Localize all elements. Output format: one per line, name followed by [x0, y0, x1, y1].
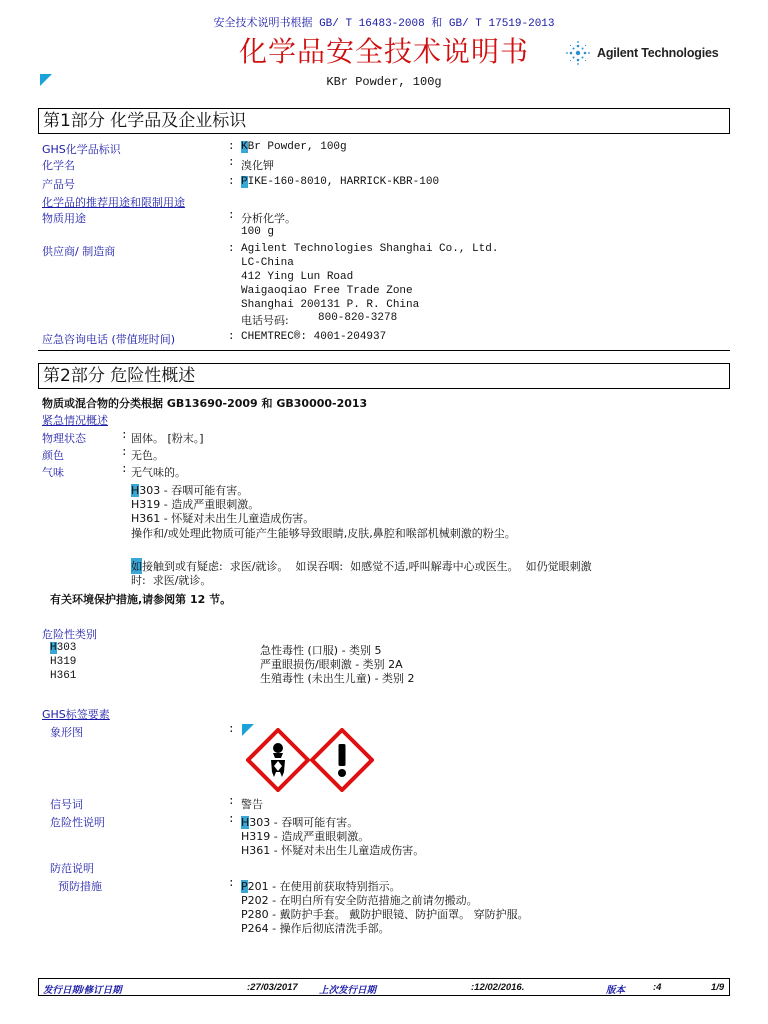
highlight-mark: K	[241, 141, 248, 153]
colon: :	[228, 210, 235, 222]
agilent-logo	[565, 40, 718, 66]
colon: :	[228, 157, 235, 169]
ghs-id-value-text: Br Powder, 100g	[247, 141, 347, 153]
exclamation-mark-icon	[312, 730, 372, 790]
hs-h303-text: 303 - 吞咽可能有害。	[249, 816, 359, 829]
ghs-id-label: GHS化学品标识	[42, 143, 121, 156]
phone-label: 电话号码:	[241, 314, 289, 327]
footer-bar	[38, 978, 730, 996]
highlight-mark: H	[131, 484, 140, 497]
class-code	[50, 642, 76, 654]
colon: :	[228, 141, 235, 153]
p264: P264 - 操作后彻底清洗手部。	[241, 922, 390, 935]
p280: P280 - 戴防护手套。 戴防护眼镜、防护面罩。 穿防护服。	[241, 908, 529, 921]
prevention-label: 预防措施	[58, 880, 102, 893]
class-code: H361	[50, 670, 77, 682]
version-label: 版本	[606, 985, 626, 996]
health-hazard-icon	[248, 730, 308, 790]
supplier-line: Shanghai 200131 P. R. China	[241, 299, 420, 311]
colon: :	[228, 176, 235, 188]
product-no-label: 产品号	[42, 178, 75, 191]
divider	[38, 350, 730, 351]
hs-h319: H319 - 造成严重眼刺激。	[241, 830, 370, 843]
issue-date-label: 发行日期/修订日期	[43, 985, 122, 996]
product-no-value-text: IKE-160-8010, HARRICK-KBR-100	[247, 176, 440, 188]
ghs-pictograms	[246, 728, 374, 792]
colon: :	[228, 724, 235, 736]
environment-note: 有关环境保护措施,请参阅第 12 节。	[50, 593, 232, 606]
section1-title: 第1部分 化学品及企业标识	[38, 108, 730, 134]
product-name: KBr Powder, 100g	[326, 75, 442, 89]
class-code: H319	[50, 656, 77, 668]
signal-word-value: 警告	[241, 798, 263, 811]
hazard-h319: H319 - 造成严重眼刺激。	[131, 498, 260, 511]
highlight-mark: P	[241, 880, 248, 893]
hazard-h361: H361 - 怀疑对未出生儿童造成伤害。	[131, 512, 315, 525]
class-code-rest: 303	[56, 642, 77, 654]
agilent-spark-icon	[565, 40, 591, 66]
first-aid-text: 接触到或有疑虑: 求医/就诊。 如误吞咽: 如感觉不适,呼叫解毒中心或医生。 如仍觉眼刺激	[142, 560, 592, 573]
odor-label: 气味	[42, 466, 64, 479]
first-aid-line-2: 时: 求医/就诊。	[131, 574, 212, 587]
recommended-use-heading: 化学品的推荐用途和限制用途	[42, 196, 185, 209]
class-desc: 生殖毒性 (未出生儿童) - 类别 2	[260, 672, 415, 685]
emergency-phone-label: 应急咨询电话 (带值班时间)	[42, 333, 176, 346]
supplier-line: Agilent Technologies Shanghai Co., Ltd.	[241, 243, 499, 255]
standard-reference-line: 安全技术说明书根据 GB/ T 16483-2008 和 GB/ T 17519-2013	[213, 18, 555, 30]
section2-title: 第2部分 危险性概述	[38, 363, 730, 389]
odor-value: 无气味的。	[131, 466, 186, 479]
p202: P202 - 在明白所有安全防范措施之前请勿搬动。	[241, 894, 478, 907]
state-value: 固体。 [粉末。]	[131, 432, 204, 445]
chem-name-value: 溴化钾	[241, 159, 274, 172]
supplier-label: 供应商/ 制造商	[42, 245, 116, 258]
supplier-line: 412 Ying Lun Road	[241, 271, 354, 283]
highlight-mark: 如	[131, 560, 142, 573]
colon: :	[228, 814, 235, 826]
emergency-phone-value: CHEMTREC®: 4001-204937	[241, 331, 387, 343]
colon: :	[121, 464, 128, 476]
ghs-id-value	[241, 141, 347, 153]
supplier-line: LC-China	[241, 257, 294, 269]
highlight-mark: H	[241, 816, 250, 829]
colon: :	[228, 796, 235, 808]
color-value: 无色。	[131, 449, 164, 462]
chem-name-label: 化学名	[42, 159, 75, 172]
class-desc: 急性毒性 (口服) - 类别 5	[260, 644, 382, 657]
colon: :	[228, 331, 235, 343]
colon: :	[228, 243, 235, 255]
precaution-heading: 防范说明	[50, 862, 94, 875]
hazard-class-heading: 危险性类别	[42, 628, 97, 641]
use-label: 物质用途	[42, 212, 86, 225]
prev-issue-value: :12/02/2016.	[471, 982, 525, 993]
hs-h361: H361 - 怀疑对未出生儿童造成伤害。	[241, 844, 425, 857]
pictogram-label: 象形图	[50, 726, 83, 739]
state-label: 物理状态	[42, 432, 86, 445]
dust-warning: 操作和/或处理此物质可能产生能够导致眼睛,皮肤,鼻腔和喉部机械刺激的粉尘。	[131, 527, 516, 540]
version-value: :4	[653, 982, 662, 993]
use-value: 分析化学。	[241, 212, 296, 225]
hazard-statement-label: 危险性说明	[50, 816, 105, 829]
page-number: 1/9	[711, 982, 725, 993]
highlight-mark: P	[241, 176, 248, 188]
classification-basis: 物质或混合物的分类根据 GB13690-2009 和 GB30000-2013	[42, 397, 368, 410]
p201-text: 201 - 在使用前获取特别指示。	[247, 880, 401, 893]
hazard-h303-text: 303 - 吞咽可能有害。	[139, 484, 249, 497]
supplier-line: Waigaoqiao Free Trade Zone	[241, 285, 413, 297]
colon: :	[228, 878, 235, 890]
highlight-mark: H	[50, 642, 57, 654]
signal-word-label: 信号词	[50, 798, 83, 811]
issue-date-value: :27/03/2017	[247, 982, 298, 993]
logo-text: Agilent Technologies	[597, 46, 719, 60]
emergency-overview-heading: 紧急情况概述	[42, 414, 108, 427]
product-no-value	[241, 176, 439, 188]
colon: :	[121, 447, 128, 459]
phone-value: 800-820-3278	[318, 312, 398, 324]
use-quantity: 100 g	[241, 226, 275, 238]
prev-issue-label: 上次发行日期	[319, 985, 377, 996]
ghs-elements-heading: GHS标签要素	[42, 708, 110, 721]
class-desc: 严重眼损伤/眼刺激 - 类别 2A	[260, 658, 403, 671]
color-label: 颜色	[42, 449, 64, 462]
colon: :	[121, 430, 128, 442]
document-title: 化学品安全技术说明书	[238, 35, 529, 68]
